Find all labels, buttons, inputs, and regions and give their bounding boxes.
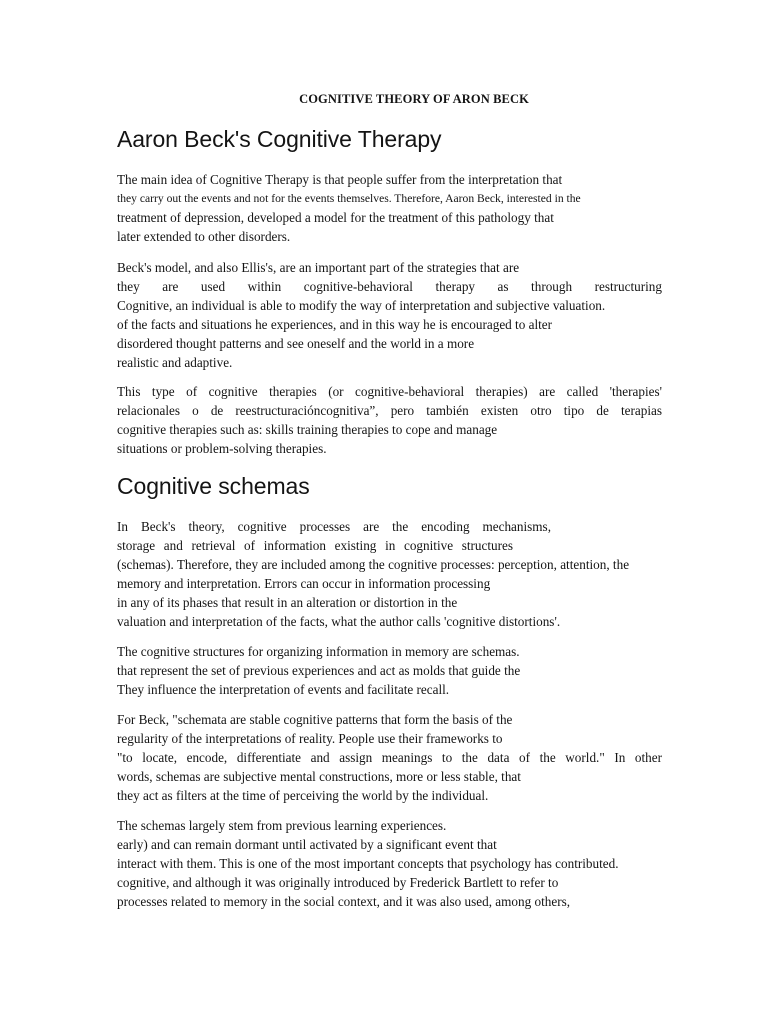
text-line: they carry out the events and not for the events themselves. Therefore, Aaron Beck, interested in the <box>117 192 581 205</box>
text-line: The cognitive structures for organizing information in memory are schemas. <box>117 644 520 659</box>
section-heading-cognitive-therapy: Aaron Beck's Cognitive Therapy <box>117 126 442 152</box>
text-line: realistic and adaptive. <box>117 355 233 370</box>
text-line: cognitive therapies such as: skills training therapies to cope and manage <box>117 422 498 437</box>
text-line: Beck's model, and also Ellis's, are an important part of the strategies that are <box>117 260 520 275</box>
text-line: They influence the interpretation of events and facilitate recall. <box>117 682 450 697</box>
section-heading-cognitive-schemas: Cognitive schemas <box>117 473 310 499</box>
text-line: treatment of depression, developed a model for the treatment of this pathology that <box>117 210 554 225</box>
text-line: situations or problem-solving therapies. <box>117 441 327 456</box>
paragraph <box>117 816 662 911</box>
text-line: in any of its phases that result in an alteration or distortion in the <box>117 595 458 610</box>
paragraph <box>117 258 662 372</box>
paragraph <box>117 642 662 699</box>
text-line: In Beck's theory, cognitive processes are the encoding mechanisms, <box>117 519 551 534</box>
text-line: they act as filters at the time of perceiving the world by the individual. <box>117 788 489 803</box>
text-line: Cognitive, an individual is able to modify the way of interpretation and subjective valuation. <box>117 298 606 313</box>
text-line: later extended to other disorders. <box>117 229 291 244</box>
paragraph <box>117 170 662 246</box>
text-line: (schemas). Therefore, they are included among the cognitive processes: perception, attention, the <box>117 557 630 572</box>
text-line: storage and retrieval of information existing in cognitive structures <box>117 538 513 553</box>
text-line: early) and can remain dormant until activated by a significant event that <box>117 837 497 852</box>
text-line: cognitive, and although it was originally introduced by Frederick Bartlett to refer to <box>117 875 559 890</box>
text-line: This type of cognitive therapies (or cognitive-behavioral therapies) are called 'therapies' <box>117 384 662 399</box>
text-line: The main idea of Cognitive Therapy is that people suffer from the interpretation that <box>117 172 563 187</box>
text-line: they are used within cognitive-behavioral therapy as through restructuring <box>117 279 662 294</box>
text-line: interact with them. This is one of the most important concepts that psychology has contributed. <box>117 856 619 871</box>
document-title: COGNITIVE THEORY OF ARON BECK <box>299 92 529 106</box>
text-line: The schemas largely stem from previous learning experiences. <box>117 818 447 833</box>
paragraph <box>117 517 662 631</box>
text-line: memory and interpretation. Errors can occur in information processing <box>117 576 491 591</box>
paragraph <box>117 382 662 458</box>
text-line: disordered thought patterns and see oneself and the world in a more <box>117 336 475 351</box>
text-line: For Beck, "schemata are stable cognitive patterns that form the basis of the <box>117 712 513 727</box>
text-line: processes related to memory in the social context, and it was also used, among others, <box>117 894 571 909</box>
paragraph <box>117 710 662 805</box>
text-line: relacionales o de reestructuracióncognitiva”, pero también existen otro tipo de terapias <box>117 403 662 418</box>
text-line: "to locate, encode, differentiate and assign meanings to the data of the world." In other <box>117 750 662 765</box>
text-line: regularity of the interpretations of reality. People use their frameworks to <box>117 731 503 746</box>
text-line: valuation and interpretation of the facts, what the author calls 'cognitive distortions'. <box>117 614 561 629</box>
text-line: of the facts and situations he experiences, and in this way he is encouraged to alter <box>117 317 553 332</box>
text-line: that represent the set of previous experiences and act as molds that guide the <box>117 663 521 678</box>
text-line: words, schemas are subjective mental constructions, more or less stable, that <box>117 769 521 784</box>
